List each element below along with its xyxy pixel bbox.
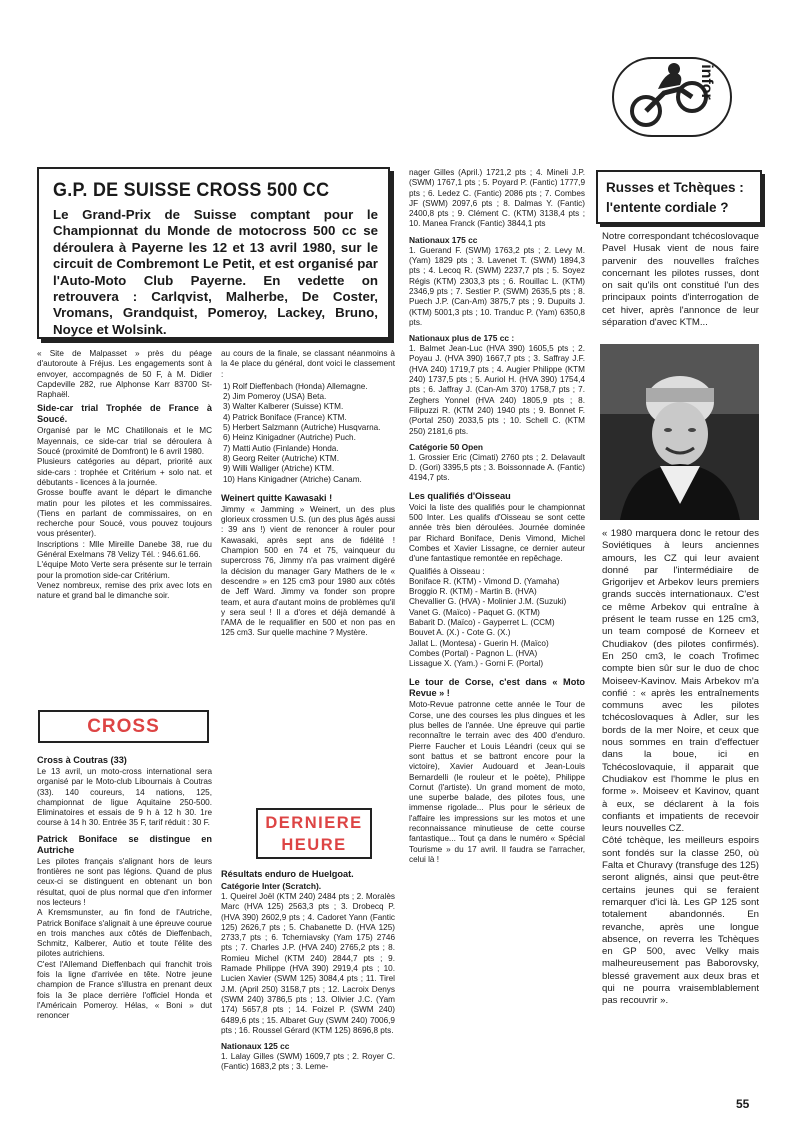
- cat50-results: 1. Grossier Eric (Cimati) 2760 pts ; 2. Delavault D. (Gori) 3395,5 pts ; 3. Boissonnade A. (Fantic) 4194,7 pts.: [409, 452, 585, 483]
- dh-line1: DERNIERE: [265, 814, 363, 832]
- ranking-item: 8) Georg Reiter (Autriche) KTM.: [223, 453, 340, 463]
- dh-line2: HEURE: [281, 836, 347, 854]
- gp-lead: Le Grand-Prix de Suisse comptant pour le Championnat du Monde de motocross 500 cc se déroulera à Payerne les 12 et 13 avril 1980, sur le circuit de Combremont Le Petit, et est organisé par l'Auto-Moto Club Payerne. En vedette on retrouvera : Carlqvist, Malherbe, De Coster, Vromans, Grandquist, Pomeroy, Lackey, Bruno, Noyce et Wolsink.: [53, 207, 378, 337]
- coutras-title: Cross à Coutras (33): [37, 755, 127, 765]
- scratch-results: 1. Queirel Joël (KTM 240) 2484 pts ; 2. Moralès Marc (HVA 125) 2563,3 pts ; 3. Drobecq P. (HVA 390) 2602,9 pts ; 4. Cadoret Yann (Fantic 125) 2626,7 pts ; 5. Chabanette D. (HVA 125) 2733,7 pts ; 6. Tcherniavsky (Yam 175) 2746 pts ; 7. Charles J.P. (HVA 240) 2765,2 pts ; 8. Romieu Michel (KTM 240) 2844,7 pts ; 9. Ramade Philippe (HVA 390) 2919,4 pts ; 10. Lucien Xavier (SWM 125) 3084,4 pts ; 11. Tirel J.M. (April 250) 3158,7 pts ; 12. Lacroix Denys (SWM 240) 3786,5 pts ; 13. Olivier J.C. (Yam 174) 5657,8 pts ; 14. Foizel P. (SWM 240) 6489,6 pts ; 15. Albaret Guy (SWM 240) 7006,9 pts ; 16. Roussel Gérard (KTM 125) 8696,8 pts.: [221, 892, 395, 1035]
- malpasset-intro: « Site de Malpasset » près du péage d'autoroute à Fréjus. Les engagements sont à envoyer, accompagnés de 50 F, à M. Didier Capdeville 282, rue Alphonse Karr 83700 St-Raphaël.: [37, 349, 212, 400]
- ranking-item: 4) Patrick Boniface (France) KTM.: [223, 412, 347, 422]
- natplus-title: Nationaux plus de 175 cc :: [409, 333, 515, 344]
- natplus-results: 1. Balmet Jean-Luc (HVA 390) 1605,5 pts ; 2. Poyau J. (HVA 390) 1667,7 pts ; 3. Saffray J.F. (HVA 240) 1719,7 pts ; 4. Augier Philippe (KTM 240) 1737,5 pts ; 5. Auriol H. (HVA 390) 1754,4 pts ; 6. Jaffray J. (Can-Am 370) 1758,7 pts ; 7. Zeghers Yonnel (HVA 240) 1805,9 pts ; 8. Filipuzzi R. (KTM 240) 1940 pts ; 9. Bonnet F. (Portal 250) 2033,5 pts ; 10. Schell C. (KTM 250) 2181,6 pts.: [409, 344, 585, 436]
- ranking-item: 6) Heinz Kinigadner (Autriche) Puch.: [223, 433, 356, 443]
- oisseau-item: Lissague X. (Yam.) - Gorni F. (Portal): [409, 659, 544, 669]
- oisseau-item: Combes (Portal) - Pagnon L. (HVA): [409, 648, 538, 658]
- sidecar-p1: Organisé par le MC Chatillonais et le MC Mayennais, ce side-car trial se déroulera à Soucé (proximité de Domfront) le 6 avril 1980.: [37, 426, 212, 457]
- corse-text: Moto-Revue patronne cette année le Tour de Corse, une des courses les plus dingues et les plus belles de l'année. Une épreuve qui partie reconnaître le terrain avec des 400 d'enduro. Pierre Faucher et Louis Léandri (ceux qui se sont battus et se battront encore pour la victoire), Xavier Audouard et Jean-Louis Bernardelli (le rouleur et le poète), Philippe Cornut (l'artiste). Un grand moment de moto, une superbe balade, des pilotes fous, une immense rigolade... Plus pour le sérieux de l'affaire les impressions sur les motos et une reconnaissance minutieuse de cette course fantastique... Tout ça dans le numéro « Spécial Tourisme » du 17 avril. Il faudra se l'arracher, celui là !: [409, 700, 585, 864]
- nat125-title: Nationaux 125 cc: [221, 1041, 290, 1052]
- cat50-title: Catégorie 50 Open: [409, 441, 484, 452]
- russes-body-p2: Côté tchèque, les meilleurs espoirs sont fondés sur la classe 250, où Falta et Churavy (transfuge des 125) seront alignés, ainsi que peut-être certains jeunes qui se feraient remarquer d'ici là. Les GP 125 sont totalement abandonnés. En revanche, après une longue absence, on reverra les Tchèques en GP 500, avec Velky mais malheureusement pas Baborovsky, blessé gravement aux deux bras et qui ne pourra vraisemblablement pas recouvrir ».: [602, 835, 759, 1007]
- magazine-section-logo: [612, 57, 732, 137]
- weinert-text: Jimmy « Jamming » Weinert, un des plus glorieux crossmen U.S. (un des plus âgés aussi : 39 ans !) vient de renoncer à rouler pour Kawasaki, après sept ans de fidélité ! Champion 500 en 74 et 75, vainqueur du supercross 76, Jimmy n'a pas vraiment digéré la décision du manager Gary Mathers de le « descendre » en 125 cm3 pour 1980 aux côtés de Jeff Ward. Jimmy va fonder son propre team, et aura d'autant moins de problèmes qu'il y sera seul ! Il a d'ores et déjà demandé à l'AMA de le requalifier en 500 et non pas en 125 cm3. Sur quelle machine ? Mystère.: [221, 504, 395, 638]
- russes-body: [602, 528, 759, 1008]
- ranking-item: 7) Matti Autio (Finlande) Honda.: [223, 443, 339, 453]
- column-2-lower: [221, 866, 395, 1073]
- oisseau-item: Boniface R. (KTM) - Vimond D. (Yamaha): [409, 576, 560, 586]
- oisseau-item: Jallat L. (Montesa) - Guerin H. (Maïco): [409, 638, 549, 648]
- column-1-lower: [37, 752, 212, 1022]
- cross-banner: CROSS: [38, 710, 209, 743]
- ranking-item: 10) Hans Kinigadner (Atriche) Canam.: [223, 474, 362, 484]
- gp-suisse-box: [37, 167, 390, 339]
- ranking-item: 2) Jim Pomeroy (USA) Beta.: [223, 392, 327, 402]
- oisseau-text: Voici la liste des qualifiés pour le championnat 500 Inter. Les qualifs d'Oisseau se sont cette année très bien déroulées. Journée dominée par Richard Boniface, Denis Vimond, Michel Combes et Xavier Lissagne, ce dernier auteur d'une fantastique remontée en repêchage.: [409, 502, 585, 564]
- boniface-title: Patrick Boniface se distingue en Autriche: [37, 833, 212, 855]
- russes-tcheques-box: [596, 170, 762, 224]
- oisseau-item: Chevallier G. (HVA) - Molinier J.M. (Suzuki): [409, 597, 567, 607]
- column-2: [221, 349, 395, 639]
- sidecar-p4: Inscriptions : Mlle Mireille Danebe 38, rue du Général Exelmans 78 Velizy Tél. : 946.61.66.: [37, 539, 212, 560]
- nat175-title: Nationaux 175 cc: [409, 234, 478, 245]
- sidecar-p5: L'équipe Moto Verte sera présente sur le terrain pour la promotion side-car Critérium.: [37, 560, 212, 580]
- column-1: [37, 349, 212, 602]
- logo-word: infor: [698, 64, 716, 100]
- russes-lead: Notre correspondant tchécoslovaque Pavel Husak vient de nous faire parvenir des nouvelles fraîches concernant les pilotes russes, dont on sait qu'ils ont constitué l'un des principaux points d'interrogation de cet hiver, après l'annonce de leur séparation d'avec KTM...: [602, 231, 759, 329]
- oisseau-item: Bouvet A. (X.) - Cote G. (X.): [409, 628, 511, 638]
- ranking-item: 5) Herbert Salzmann (Autriche) Husqvarna.: [223, 423, 381, 433]
- huelgoat-title: Résultats enduro de Huelgoat.: [221, 869, 354, 879]
- portrait-image: [600, 344, 759, 520]
- weinert-title: Weinert quitte Kawasaki !: [221, 492, 333, 503]
- nat175-results: 1. Guerand F. (SWM) 1763,2 pts ; 2. Levy M. (Yam) 1829 pts ; 3. Lavenet T. (SWM) 1894,3 pts ; 4. Lecoq R. (SWM) 2237,7 pts ; 5. Soyez Régis (KTM) 2303,3 pts ; 6. Rouillac L. (KTM) 2346,9 pts ; 7. Sestier P. (SWM) 2635,5 pts ; 8. Puech J.P. (Can-Am) 3875,7 pts ; 9. Dupuits J. (KTM) 5001,3 pts ; 10. Tranduc P. (Yam) 6350,8 pts.: [409, 245, 585, 327]
- ranking-intro: au cours de la finale, se classant néanmoins à la 4e place du général, dont voici le classement :: [221, 349, 395, 379]
- ranking-item: 1) Rolf Dieffenbach (Honda) Allemagne.: [223, 381, 368, 391]
- coutras-text: Le 13 avril, un moto-cross international sera organisé par le Moto-club Libournais à Coutras (33). 140 coureurs, 14 nations, 125, championnat de ligue Aquitaine 250-500. Eliminatoires et essais de 9 h à 12 h 30. 1re course à 14 h 30. Entrée 35 F, tarif réduit : 30 F.: [37, 767, 212, 828]
- column-3: [409, 168, 585, 865]
- scratch-title: Catégorie Inter (Scratch).: [221, 881, 322, 891]
- corse-title: Le tour de Corse, c'est dans « Moto Revue » !: [409, 677, 585, 699]
- oisseau-list: [409, 567, 585, 670]
- oisseau-item: Babarit D. (Maïco) - Gayperret L. (CCM): [409, 617, 555, 627]
- boniface-p1: Les pilotes français s'alignant hors de leurs frontières ne sont pas légions. Quand de plus ceux-ci se distinguent en obtenant un bon résultat, quoi de plus normal que d'en informer nos lecteurs !: [37, 856, 212, 907]
- ranking-list: [223, 382, 395, 485]
- gp-title: G.P. DE SUISSE CROSS 500 CC: [53, 179, 330, 201]
- oisseau-item: Qualifiés à Oisseau :: [409, 566, 485, 576]
- sidecar-p2: Plusieurs catégories au départ, priorité aux side-cars : trophée et Critérium + solo nat. et débutants - licences à la journée.: [37, 457, 212, 487]
- ranking-item: 9) Willi Walliger (Atriche) KTM.: [223, 464, 335, 474]
- russes-title: Russes et Tchèques : l'entente cordiale ?: [606, 180, 744, 215]
- ranking-item: 3) Walter Kalberer (Suisse) KTM.: [223, 402, 344, 412]
- russes-body-p1: « 1980 marquera donc le retour des Soviétiques à leurs anciennes amours, les CZ qui leur avaient donné par l'intermédiaire de Grigorijev et Arbekov leurs premiers grands succès internationaux. C'est ce même Arbekov qui entraîne à présent le team russe en 125 cm3, un team composé de Korneev et Chudiakov (des pilotes confirmés). En 250 cm3, le coach Trofimec compte bien sûr sur le duo de choc Moiseev-Kavinov. Mais Arbekov m'a confié : « après les entraînements communs avec les pilotes tchécoslovaques à Adler, sur les bords de la mer Noire, et ceux que nous sommes en train d'effectuer dans la boue, ici en Tchécoslovaquie, il apparait que Chudiakov est l'homme le plus en forme ». Moiseev et Kavinov, quant à eux, se déclarent à la fois confiants et impatients de recevoir leurs nouvelles CZ.: [602, 528, 759, 835]
- oisseau-item: Broggio R. (KTM) - Martin B. (HVA): [409, 587, 537, 597]
- oisseau-title: Les qualifiés d'Oisseau: [409, 490, 511, 501]
- derniere-heure-banner: [256, 808, 372, 859]
- oisseau-item: Vanet G. (Maïco) - Paquet G. (KTM): [409, 607, 540, 617]
- sidecar-title: Side-car trial Trophée de France à Soucé.: [37, 403, 212, 425]
- nat125-cont: nager Gilles (April.) 1721,2 pts ; 4. Mineli J.P. (SWM) 1767,1 pts ; 5. Poyard P. (Fantic) 1777,9 pts ; 6. Ledez C. (Fantic) 2086 pts ; 7. Combes JF (SWM) 2097,6 pts ; 8. Dalmas Y. (Fantic) 2400,8 pts ; 9. Clément C. (KTM) 3138,4 pts ; 10. Manea Franck (Fantic) 3844,1 pts: [409, 168, 585, 229]
- sidecar-p3: Grosse bouffe avant le départ le dimanche matin pour les pilotes et les commissaires. (Tiens en parlant de commissaires, on en recherche pour Soucé, vous pouvez toujours vous présenter).: [37, 488, 212, 539]
- nat125-results: 1. Lalay Gilles (SWM) 1609,7 pts ; 2. Royer C. (Fantic) 1683,2 pts ; 3. Leme-: [221, 1052, 395, 1072]
- sidecar-p6: Venez nombreux, remise des prix avec lots en nature et grand bal le dimanche soir.: [37, 580, 212, 601]
- boniface-p3: C'est l'Allemand Dieffenbach qui franchit trois fois la ligne d'arrivée en tête. Notre jeune champion de France s'illustra en prenant deux fois la 3e place derrière l'officiel Honda et l'Américain Pomeroy. Hélas, « Boni » dut renoncer: [37, 959, 212, 1021]
- page-number: 55: [736, 1097, 750, 1111]
- boniface-p2: A Kremsmunster, au fin fond de l'Autriche, Patrick Boniface s'alignait à une épreuve courue en trois manches aux côtés de Dieffenbach, Schmitz, Kalberer, Autio et toute l'élite des pilotes autrichiens.: [37, 908, 212, 959]
- rider-portrait-photo: [600, 344, 759, 520]
